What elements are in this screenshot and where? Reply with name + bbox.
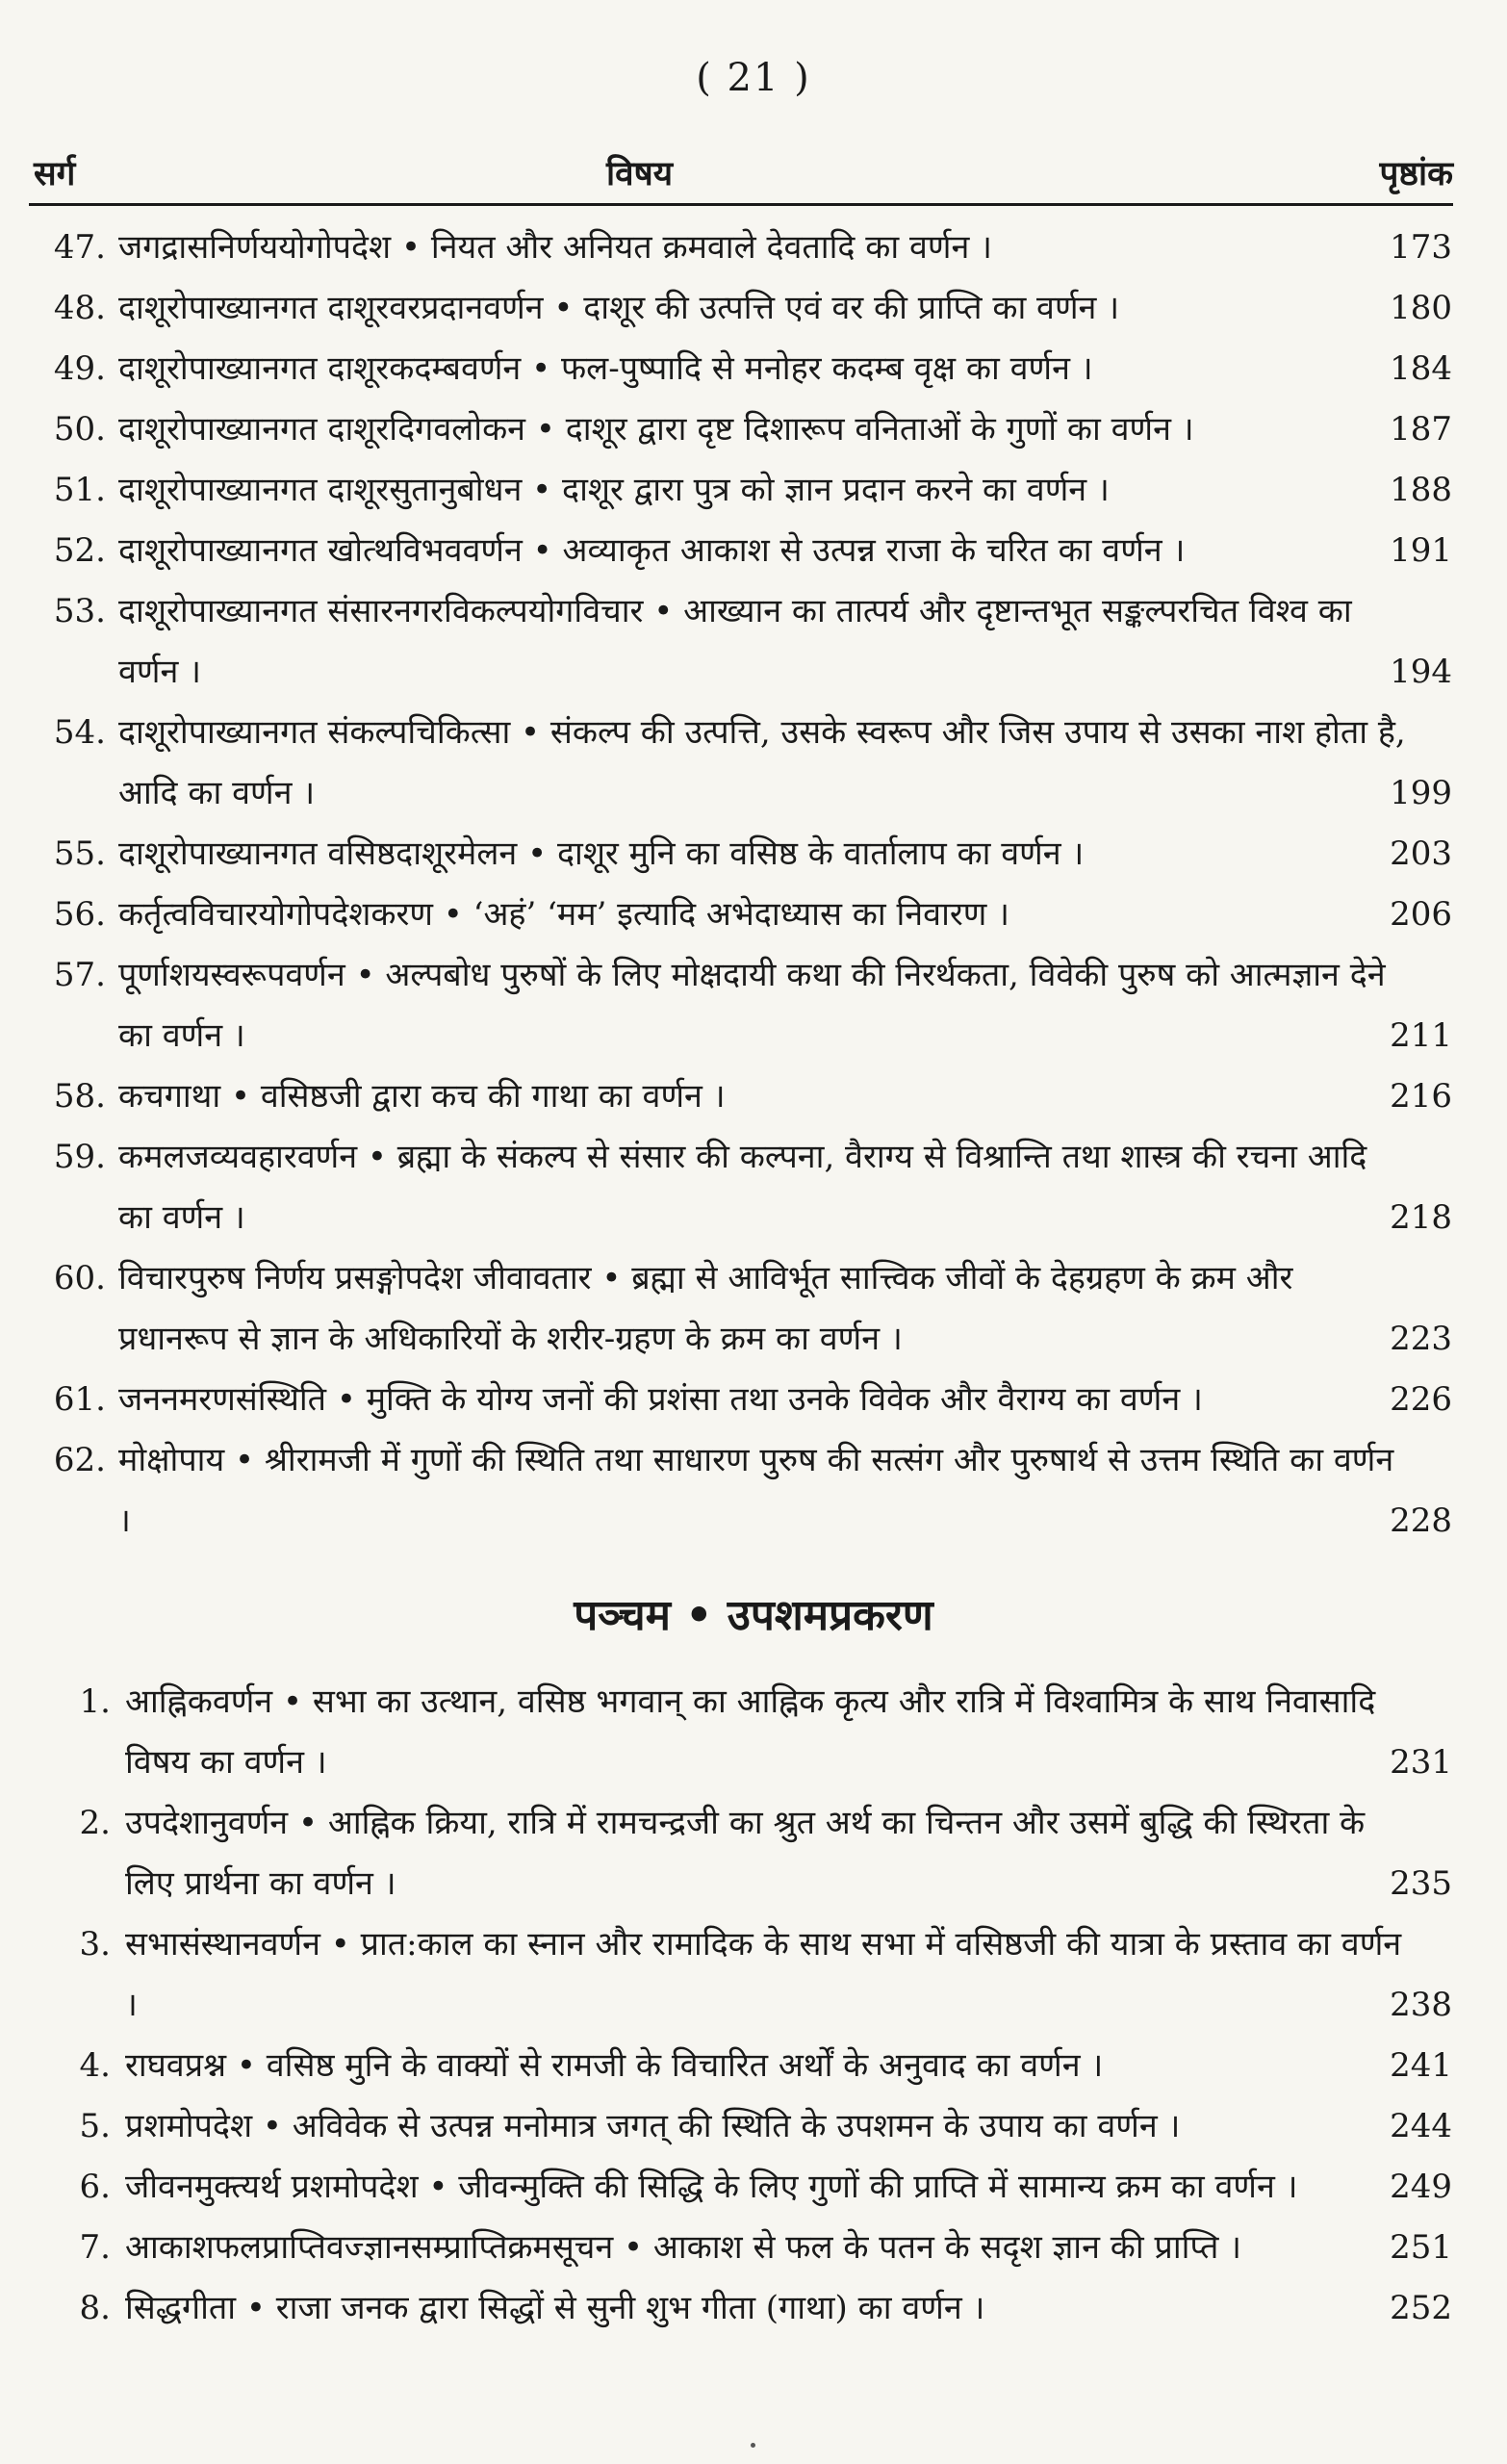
contents-entry bbox=[0, 885, 1507, 945]
contents-entry bbox=[0, 2157, 1507, 2218]
entry-page-number: 218 bbox=[1390, 1198, 1452, 1237]
entry-number: 6. bbox=[79, 2168, 111, 2206]
entry-number: 7. bbox=[79, 2228, 111, 2267]
entry-title: जगद्रासनिर्णययोगोपदेश • नियत और अनियत क्रमवाले देवतादि का वर्णन । bbox=[118, 228, 993, 267]
entry-page-number: 194 bbox=[1390, 653, 1452, 691]
entry-page-number: 252 bbox=[1390, 2289, 1452, 2327]
header-rule bbox=[29, 203, 1453, 206]
contents-list-part2 bbox=[0, 1672, 1507, 2339]
entry-page-number: 223 bbox=[1390, 1320, 1452, 1358]
entry-title: पूर्णाशयस्वरूपवर्णन • अल्पबोध पुरुषों के लिए मोक्षदायी कथा की निरर्थकता, विवेकी पुरुष को आत्मज्ञान देने का वर्णन । bbox=[118, 956, 1386, 1055]
section-heading: पञ्चम • उपशमप्रकरण bbox=[574, 1591, 933, 1640]
entry-title: कचगाथा • वसिष्ठजी द्वारा कच की गाथा का वर्णन । bbox=[118, 1077, 726, 1116]
footer-mark bbox=[751, 2443, 755, 2448]
entry-title: सिद्धगीता • राजा जनक द्वारा सिद्धों से सुनी शुभ गीता (गाथा) का वर्णन । bbox=[125, 2289, 985, 2327]
entry-number: 5. bbox=[79, 2107, 111, 2145]
entry-page-number: 251 bbox=[1390, 2228, 1452, 2267]
contents-list-part1 bbox=[0, 218, 1507, 1552]
entry-number: 1. bbox=[79, 1682, 111, 1721]
contents-entry bbox=[0, 1248, 1507, 1370]
entry-title: दाशूरोपाख्यानगत वसिष्ठदाशूरमेलन • दाशूर मुनि का वसिष्ठ के वार्तालाप का वर्णन । bbox=[118, 834, 1085, 873]
entry-title: दाशूरोपाख्यानगत दाशूरसुतानुबोधन • दाशूर द्वारा पुत्र को ज्ञान प्रदान करने का वर्णन । bbox=[118, 471, 1110, 509]
entry-number: 8. bbox=[79, 2289, 111, 2327]
header-sarg: सर्ग bbox=[34, 154, 76, 193]
entry-number: 50. bbox=[53, 410, 106, 449]
contents-entry bbox=[0, 218, 1507, 278]
entry-number: 49. bbox=[53, 349, 106, 388]
entry-page-number: 188 bbox=[1390, 471, 1452, 509]
entry-number: 48. bbox=[53, 289, 106, 327]
entry-page-number: 211 bbox=[1390, 1016, 1452, 1055]
entry-number: 60. bbox=[53, 1259, 106, 1297]
entry-page-number: 226 bbox=[1390, 1380, 1452, 1419]
entry-title: विचारपुरुष निर्णय प्रसङ्गोपदेश जीवावतार • ब्रह्मा से आविर्भूत सात्त्विक जीवों के देहग्रहण के क्रम और प्रधानरूप से ज्ञान के अधिकारियों के शरीर-ग्रहण के क्रम का वर्णन । bbox=[118, 1259, 1293, 1358]
entry-number: 53. bbox=[53, 592, 106, 630]
contents-entry bbox=[0, 2036, 1507, 2096]
contents-entry bbox=[0, 2096, 1507, 2157]
entry-number: 54. bbox=[53, 713, 106, 752]
entry-number: 56. bbox=[53, 895, 106, 934]
entry-title: कमलजव्यवहारवर्णन • ब्रह्मा के संकल्प से संसार की कल्पना, वैराग्य से विश्रान्ति तथा शास्त्र की रचना आदि का वर्णन । bbox=[118, 1138, 1367, 1237]
contents-entry bbox=[0, 339, 1507, 399]
entry-title: कर्तृत्वविचारयोगोपदेशकरण • ‘अहं’ ‘मम’ इत्यादि अभेदाध्यास का निवारण । bbox=[118, 895, 1010, 934]
entry-title: आकाशफलप्राप्तिवज्ज्ञानसम्प्राप्तिक्रमसूचन • आकाश से फल के पतन के सदृश ज्ञान की प्राप्ति । bbox=[125, 2228, 1242, 2267]
table-header bbox=[29, 150, 1453, 204]
entry-title: उपदेशानुवर्णन • आह्निक क्रिया, रात्रि में रामचन्द्रजी का श्रुत अर्थ का चिन्तन और उसमें बुद्धि की स्थिरता के लिए प्रार्थना का वर्णन । bbox=[125, 1804, 1366, 1903]
entry-title: जीवनमुक्त्यर्थ प्रशमोपदेश • जीवन्मुक्ति की सिद्धि के लिए गुणों की प्राप्ति में सामान्य क्रम का वर्णन । bbox=[125, 2168, 1298, 2206]
header-vishay: विषय bbox=[606, 154, 674, 193]
contents-entry bbox=[0, 1370, 1507, 1430]
entry-title: जननमरणसंस्थिति • मुक्ति के योग्य जनों की प्रशंसा तथा उनके विवेक और वैराग्य का वर्णन । bbox=[118, 1380, 1203, 1419]
entry-title: सभासंस्थानवर्णन • प्रात:काल का स्नान और रामादिक के साथ सभा में वसिष्ठजी की यात्रा के प्रस्ताव का वर्णन । bbox=[125, 1925, 1402, 2024]
entry-page-number: 187 bbox=[1390, 410, 1452, 449]
contents-entry bbox=[0, 945, 1507, 1066]
entry-page-number: 244 bbox=[1390, 2107, 1452, 2145]
entry-page-number: 216 bbox=[1390, 1077, 1452, 1116]
entry-page-number: 180 bbox=[1390, 289, 1452, 327]
entry-page-number: 199 bbox=[1390, 774, 1452, 812]
entry-number: 3. bbox=[79, 1925, 111, 1964]
entry-title: दाशूरोपाख्यानगत संकल्पचिकित्सा • संकल्प की उत्पत्ति, उसके स्वरूप और जिस उपाय से उसका नाश होता है, आदि का वर्णन । bbox=[118, 713, 1406, 812]
entry-number: 4. bbox=[79, 2046, 111, 2085]
entry-number: 2. bbox=[79, 1804, 111, 1842]
contents-entry bbox=[0, 2278, 1507, 2339]
contents-entry bbox=[0, 1672, 1507, 1793]
entry-page-number: 235 bbox=[1390, 1864, 1452, 1903]
header-page: पृष्ठांक bbox=[1379, 154, 1453, 193]
entry-page-number: 231 bbox=[1390, 1743, 1452, 1782]
entry-title: दाशूरोपाख्यानगत खोत्थविभववर्णन • अव्याकृत आकाश से उत्पन्न राजा के चरित का वर्णन । bbox=[118, 531, 1186, 570]
entry-title: दाशूरोपाख्यानगत दाशूरकदम्बवर्णन • फल-पुष्पादि से मनोहर कदम्ब वृक्ष का वर्णन । bbox=[118, 349, 1093, 388]
contents-entry bbox=[0, 399, 1507, 460]
contents-entry bbox=[0, 1793, 1507, 1914]
entry-title: प्रशमोपदेश • अविवेक से उत्पन्न मनोमात्र जगत् की स्थिति के उपशमन के उपाय का वर्णन । bbox=[125, 2107, 1181, 2145]
contents-entry bbox=[0, 581, 1507, 703]
entry-title: आह्निकवर्णन • सभा का उत्थान, वसिष्ठ भगवान् का आह्निक कृत्य और रात्रि में विश्वामित्र के साथ निवासादि विषय का वर्णन । bbox=[125, 1682, 1376, 1782]
entry-title: दाशूरोपाख्यानगत दाशूरवरप्रदानवर्णन • दाशूर की उत्पत्ति एवं वर की प्राप्ति का वर्णन । bbox=[118, 289, 1120, 327]
entry-page-number: 241 bbox=[1390, 2046, 1452, 2085]
entry-page-number: 191 bbox=[1390, 531, 1452, 570]
contents-entry bbox=[0, 1914, 1507, 2036]
entry-page-number: 238 bbox=[1390, 1986, 1452, 2024]
entry-number: 55. bbox=[53, 834, 106, 873]
contents-entry bbox=[0, 1066, 1507, 1127]
entry-page-number: 203 bbox=[1390, 834, 1452, 873]
entry-title: दाशूरोपाख्यानगत दाशूरदिगवलोकन • दाशूर द्वारा दृष्ट दिशारूप वनिताओं के गुणों का वर्णन । bbox=[118, 410, 1194, 449]
entry-number: 52. bbox=[53, 531, 106, 570]
contents-entry bbox=[0, 2218, 1507, 2278]
entry-page-number: 206 bbox=[1390, 895, 1452, 934]
contents-entry bbox=[0, 278, 1507, 339]
contents-entry bbox=[0, 1430, 1507, 1552]
entry-page-number: 184 bbox=[1390, 349, 1452, 388]
entry-number: 57. bbox=[53, 956, 106, 994]
entry-title: मोक्षोपाय • श्रीरामजी में गुणों की स्थिति तथा साधारण पुरुष की सत्संग और पुरुषार्थ से उत्तम स्थिति का वर्णन । bbox=[118, 1441, 1394, 1540]
contents-entry bbox=[0, 703, 1507, 824]
contents-entry bbox=[0, 824, 1507, 885]
entry-number: 47. bbox=[53, 228, 106, 267]
entry-title: दाशूरोपाख्यानगत संसारनगरविकल्पयोगविचार • आख्यान का तात्पर्य और दृष्टान्तभूत सङ्कल्परचित विश्व का वर्णन । bbox=[118, 592, 1352, 691]
entry-number: 58. bbox=[53, 1077, 106, 1116]
page-number: ( 21 ) bbox=[696, 56, 811, 100]
entry-page-number: 249 bbox=[1390, 2168, 1452, 2206]
entry-number: 62. bbox=[53, 1441, 106, 1479]
contents-entry bbox=[0, 460, 1507, 521]
entry-page-number: 228 bbox=[1390, 1502, 1452, 1540]
entry-number: 61. bbox=[53, 1380, 106, 1419]
entry-number: 51. bbox=[53, 471, 106, 509]
contents-entry bbox=[0, 521, 1507, 581]
entry-title: राघवप्रश्न • वसिष्ठ मुनि के वाक्यों से रामजी के विचारित अर्थों के अनुवाद का वर्णन । bbox=[125, 2046, 1104, 2085]
contents-entry bbox=[0, 1127, 1507, 1248]
entry-number: 59. bbox=[53, 1138, 106, 1176]
entry-page-number: 173 bbox=[1390, 228, 1452, 267]
